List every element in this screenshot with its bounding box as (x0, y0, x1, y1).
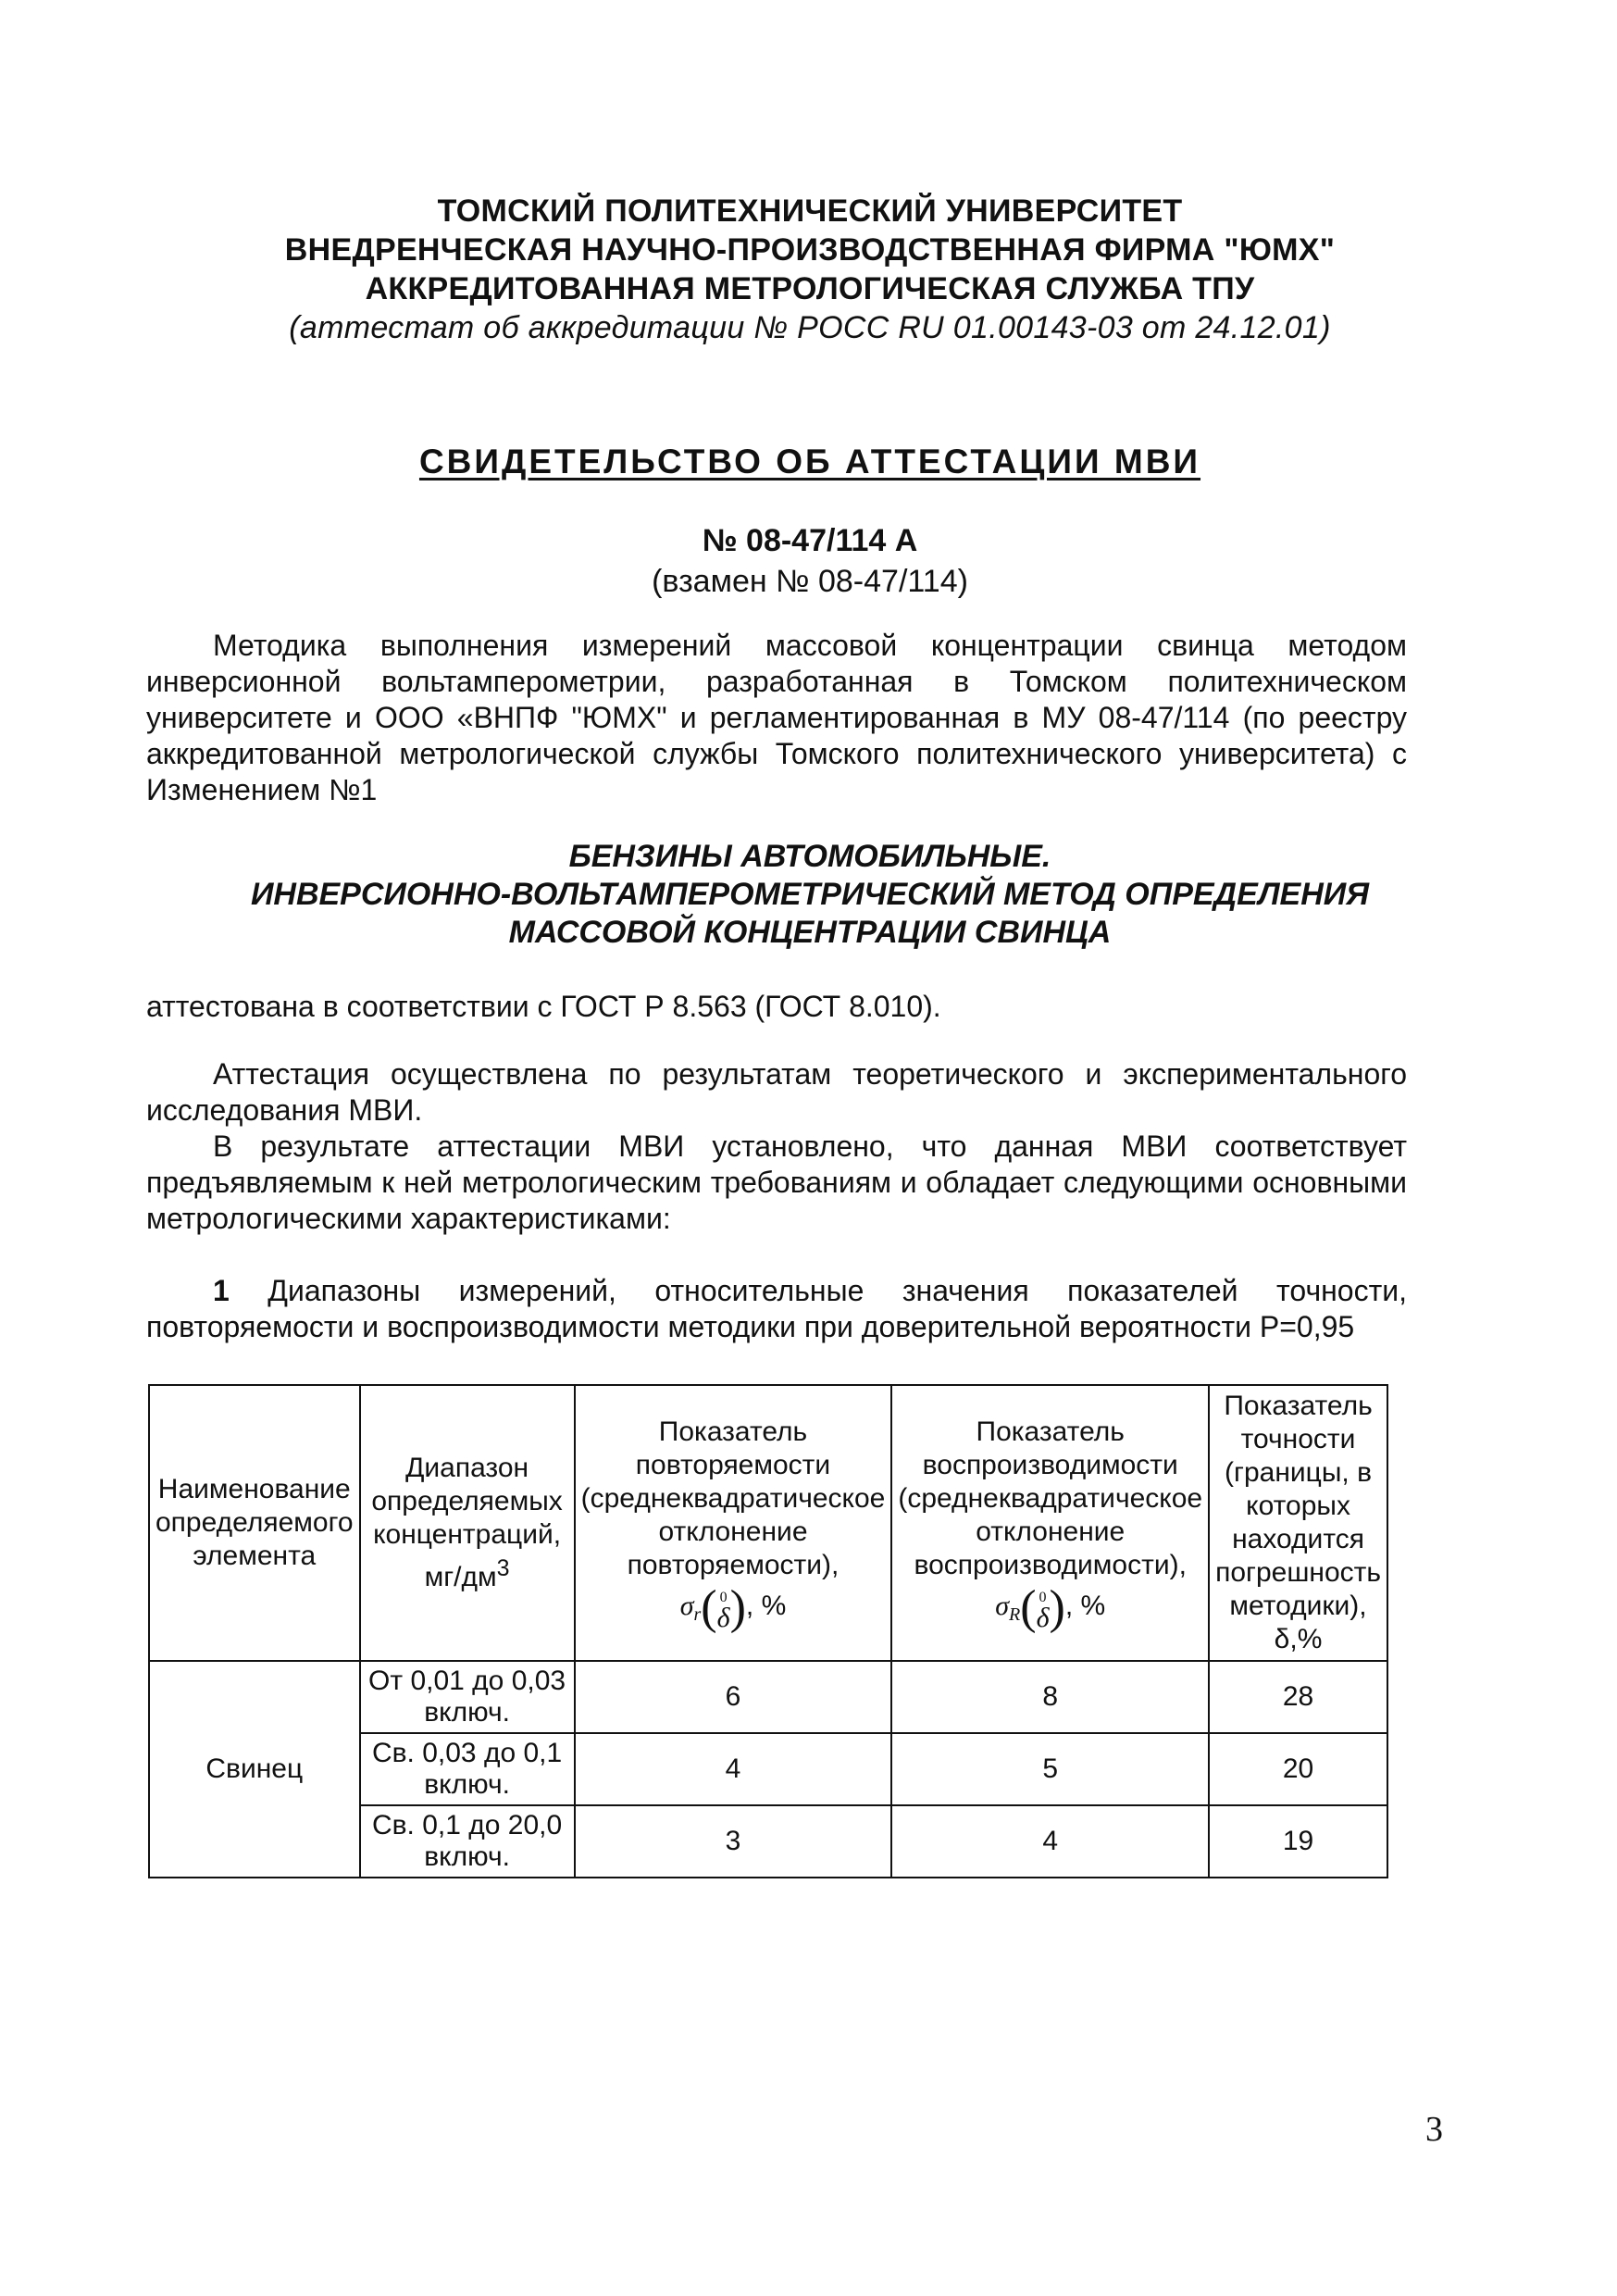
range-cell: От 0,01 до 0,03 включ. (360, 1661, 575, 1733)
method-title-line-2: ИНВЕРСИОННО-ВОЛЬТАМПЕРОМЕТРИЧЕСКИЙ МЕТОД ОПРЕДЕЛЕНИЯ (250, 877, 1370, 912)
metrology-service-name: АККРЕДИТОВАННАЯ МЕТРОЛОГИЧЕСКАЯ СЛУЖБА ТПУ (365, 271, 1255, 306)
certificate-replaces: (взамен № 08-47/114) (652, 564, 968, 599)
header-accuracy: Показатель точности (границы, в которых находится погрешность методики), δ,% (1209, 1385, 1387, 1661)
reproducibility-formula: $\sigma_R$( 0 δ), % (995, 1580, 1106, 1634)
paragraph: В результате аттестации МВИ установлено, что данная МВИ соответствует предъявляемым к ней метрологическим требованиям и обладает следующими основными метрологическими характеристиками: (146, 1129, 1407, 1235)
header-reproducibility: Показатель воспроизводимости (среднеквадратическое отклонение воспроизводимости), $\sigma_R$( 0 δ), % (891, 1385, 1209, 1661)
reproducibility-cell: 5 (891, 1733, 1209, 1805)
body-paragraphs (146, 1056, 1407, 1237)
reproducibility-cell: 4 (891, 1805, 1209, 1878)
repeatability-cell: 3 (575, 1805, 892, 1878)
organization-header (139, 192, 1481, 347)
accuracy-cell: 19 (1209, 1805, 1387, 1878)
certificate-number-block (139, 520, 1481, 602)
method-title-line-1: БЕНЗИНЫ АВТОМОБИЛЬНЫЕ. (568, 839, 1051, 874)
intro-paragraph: Методика выполнения измерений массовой концентрации свинца методом инверсионной вольтамперометрии, разработанная в Томском политехническом университете и ООО «ВНПФ "ЮМХ" и регламентированная в МУ 08-47/114 (по реестру аккредитованной метрологической службы Томского политехнического университета) с Изменением №1 (146, 629, 1407, 806)
method-title (139, 838, 1481, 952)
metrology-table (148, 1384, 1388, 1878)
section-number: 1 (213, 1274, 230, 1307)
paragraph: Аттестация осуществлена по результатам теоретического и экспериментального исследования МВИ. (146, 1057, 1407, 1127)
header-range: Диапазон определяемых концентраций, $мг/дм^3$ (360, 1385, 575, 1661)
accuracy-cell: 20 (1209, 1733, 1387, 1805)
page-number: 3 (1425, 2110, 1443, 2149)
method-title-line-3: МАССОВОЙ КОНЦЕНТРАЦИИ СВИНЦА (508, 915, 1112, 950)
table-row (149, 1661, 1387, 1733)
certificate-number: № 08-47/114 А (702, 523, 918, 558)
accreditation-note: (аттестат об аккредитации № РОСС RU 01.00143-03 от 24.12.01) (289, 310, 1331, 345)
university-name: ТОМСКИЙ ПОЛИТЕХНИЧЕСКИЙ УНИВЕРСИТЕТ (437, 193, 1183, 229)
header-repeatability: Показатель повторяемости (среднеквадратическое отклонение повторяемости), $\sigma_r$( 0 δ), % (575, 1385, 892, 1661)
reproducibility-cell: 8 (891, 1661, 1209, 1733)
company-name: ВНЕДРЕНЧЕСКАЯ НАУЧНО-ПРОИЗВОДСТВЕННАЯ ФИРМА "ЮМХ" (284, 232, 1336, 268)
certificate-title: СВИДЕТЕЛЬСТВО ОБ АТТЕСТАЦИИ МВИ (418, 443, 1201, 480)
header-element: Наименование определяемого элемента (149, 1385, 360, 1661)
repeatability-cell: 6 (575, 1661, 892, 1733)
accuracy-cell: 28 (1209, 1661, 1387, 1733)
attested-line: аттестована в соответствии с ГОСТ Р 8.563 (ГОСТ 8.010). (146, 990, 941, 1023)
repeatability-cell: 4 (575, 1733, 892, 1805)
table-header-row (149, 1385, 1387, 1661)
element-cell: Свинец (149, 1661, 360, 1878)
range-cell: Св. 0,1 до 20,0 включ. (360, 1805, 575, 1878)
range-cell: Св. 0,03 до 0,1 включ. (360, 1733, 575, 1805)
section-text: Диапазоны измерений, относительные значения показателей точности, повторяемости и воспроизводимости методики при доверительной вероятности P=0,95 (146, 1274, 1408, 1343)
repeatability-formula: $\sigma_r$( 0 δ), % (679, 1580, 787, 1634)
section-1 (146, 1273, 1407, 1345)
